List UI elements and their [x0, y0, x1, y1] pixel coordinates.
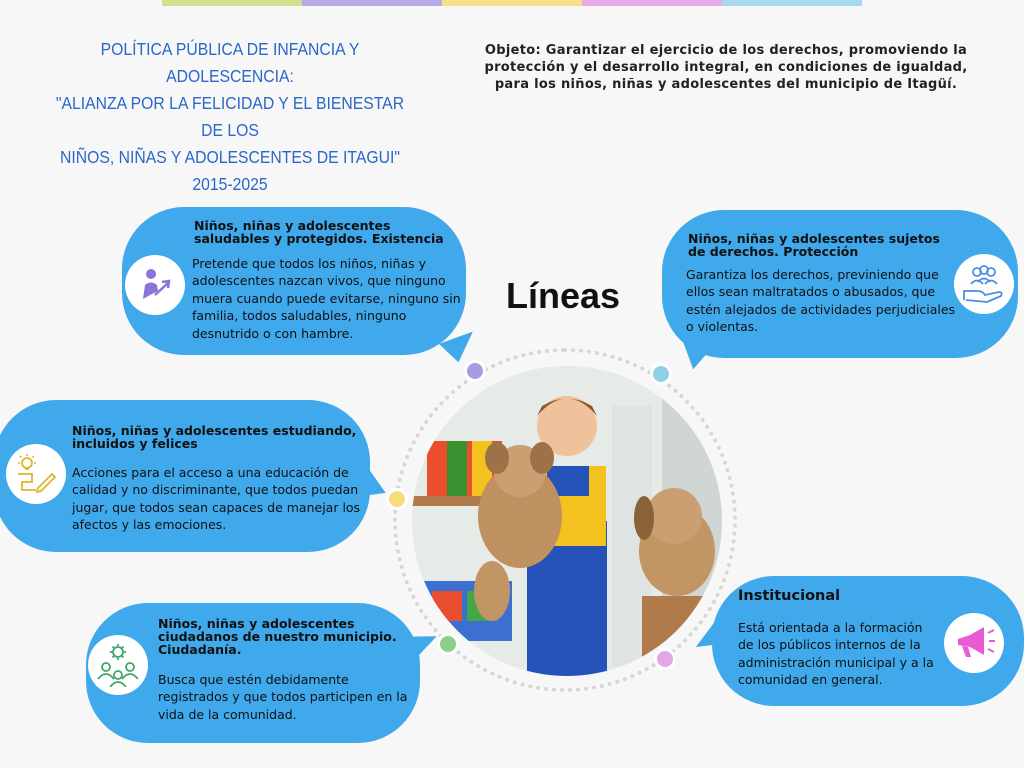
- line-text-educacion: Acciones para el acceso a una educación de calidad y no discriminante, que todos puedan jugar, que todos sean capaces de manejar los afectos y las emociones.: [72, 465, 361, 533]
- idea-pencil-icon: [6, 444, 66, 504]
- topbar-yellow: [442, 0, 582, 6]
- line-card-institucional: [712, 576, 1024, 706]
- line-title-educacion: Niños, niñas y adolescentes estudiando, incluidos y felices: [72, 423, 357, 451]
- megaphone-icon: [944, 613, 1004, 673]
- line-card-ciudadania: [86, 603, 420, 743]
- line-card-educacion: [0, 400, 370, 552]
- bubble-tail: [673, 337, 712, 372]
- topbar-green: [162, 0, 302, 6]
- hand-people-icon: [954, 254, 1014, 314]
- topbar-purple: [302, 0, 442, 6]
- page-title: [50, 36, 410, 198]
- connector-dot-pink: [654, 648, 676, 670]
- line-title-ciudadania: Niños, niñas y adolescentes ciudadanos de nuestro municipio. Ciudadanía.: [158, 616, 397, 657]
- center-heading: Líneas: [506, 275, 621, 316]
- objective-text: Objeto: Garantizar el ejercicio de los derechos, promoviendo la protección y el desarrollo integral, en condiciones de igualdad, para los niños, niñas y adolescentes del municipio de Itagüí.: [484, 43, 968, 92]
- child-photo: [412, 366, 722, 676]
- line-title-proteccion: Niños, niñas y adolescentes sujetos de derechos. Protección: [688, 231, 940, 259]
- title-line-4: 2015-2025: [192, 174, 268, 194]
- person-growth-icon: [125, 255, 185, 315]
- line-title-institucional: Institucional: [738, 588, 841, 604]
- line-text-ciudadania: Busca que estén debidamente registrados y que todos participen en la vida de la comunidad.: [158, 672, 408, 722]
- title-line-1: POLÍTICA PÚBLICA DE INFANCIA Y ADOLESCENCIA:: [100, 39, 360, 86]
- connector-dot-blue: [650, 363, 672, 385]
- topbar-pink: [582, 0, 722, 6]
- connector-dot-green: [437, 633, 459, 655]
- line-text-existencia: Pretende que todos los niños, niñas y adolescentes nazcan vivos, que ninguno muera cuando puede evitarse, ninguno sin familia, todos saludables, ninguno desnutrido o con hambre.: [192, 256, 461, 341]
- title-line-3: NIÑOS, NIÑAS Y ADOLESCENTES DE ITAGUI": [60, 147, 400, 167]
- connector-dot-purple: [464, 360, 486, 382]
- topbar-blue: [722, 0, 862, 6]
- line-title-existencia: Niños, niñas y adolescentes saludables y protegidos. Existencia: [194, 218, 444, 246]
- title-line-2: "ALIANZA POR LA FELICIDAD Y EL BIENESTAR DE LOS: [55, 93, 405, 140]
- connector-dot-yellow: [386, 488, 408, 510]
- line-card-proteccion: [662, 210, 1018, 358]
- line-text-proteccion: Garantiza los derechos, previniendo que ellos sean maltratados o abusados, que estén alejados de actividades perjudiciales o violentas.: [686, 267, 956, 335]
- community-gear-icon: [88, 635, 148, 695]
- line-text-institucional: Está orientada a la formación de los públicos internos de la administración municipal y a la comunidad en general.: [738, 620, 934, 688]
- line-card-existencia: [122, 207, 466, 355]
